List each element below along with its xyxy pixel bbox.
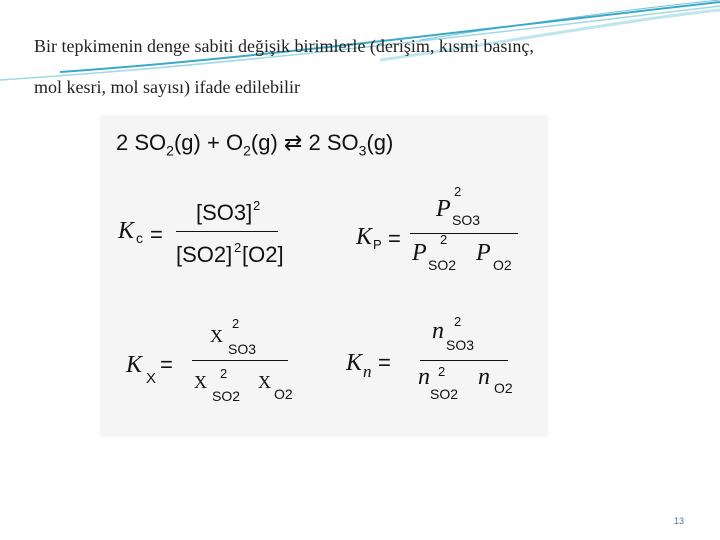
so3-subscript: 3 bbox=[358, 142, 367, 159]
o2-state: (g) bbox=[250, 130, 278, 155]
kx-symbol: K bbox=[126, 352, 143, 378]
so2-state: (g) bbox=[173, 130, 201, 155]
product-coefficient: 2 bbox=[308, 130, 321, 155]
equilibrium-arrow-icon: ⇄ bbox=[283, 130, 303, 155]
kp-denominator-var2: P bbox=[476, 240, 491, 266]
body-text-line-1: Bir tepkimenin denge sabiti değişik birimlerle (derişim, kısmi basınç, bbox=[34, 36, 534, 56]
kn-numerator-var: n bbox=[432, 318, 444, 344]
reaction-equation bbox=[116, 130, 393, 158]
kp-equals: = bbox=[388, 226, 401, 251]
o2-subscript: 2 bbox=[243, 142, 251, 159]
kc-numerator: [SO3] bbox=[196, 200, 253, 225]
kp-subscript: P bbox=[373, 237, 382, 252]
so3-species: SO bbox=[326, 130, 359, 155]
kn-equals: = bbox=[378, 350, 391, 375]
kn-numerator-exponent: 2 bbox=[454, 314, 462, 329]
kx-numerator-var: X bbox=[210, 326, 223, 346]
kn-symbol: K bbox=[346, 350, 363, 376]
so3-state: (g) bbox=[366, 130, 394, 155]
kc-denominator-so2: [SO2] bbox=[176, 242, 233, 267]
kp-symbol: K bbox=[356, 224, 373, 250]
kn-numerator-subscript: SO3 bbox=[446, 337, 475, 353]
kx-fraction-bar bbox=[192, 360, 288, 361]
kc-symbol: K bbox=[118, 218, 135, 244]
body-text-line-2: mol kesri, mol sayısı) ifade edilebilir bbox=[34, 77, 300, 97]
slide-number: 13 bbox=[674, 516, 685, 526]
kn-subscript: n bbox=[363, 362, 372, 381]
kn-denominator-subscript2: O2 bbox=[494, 380, 513, 396]
o2-species: O bbox=[225, 130, 244, 155]
kx-denominator-subscript1: SO2 bbox=[212, 388, 241, 404]
kc-subscript: c bbox=[136, 230, 143, 246]
kp-denominator-exponent: 2 bbox=[440, 232, 448, 247]
kx-denominator-var1: X bbox=[194, 372, 207, 392]
kc-numerator-exponent: 2 bbox=[253, 198, 261, 213]
kn-denominator-exponent: 2 bbox=[438, 364, 446, 379]
kp-denominator-subscript2: O2 bbox=[493, 257, 512, 273]
kc-fraction-bar bbox=[176, 231, 278, 232]
kp-numerator-exponent: 2 bbox=[454, 184, 462, 199]
kx-equals: = bbox=[160, 352, 173, 377]
so2-subscript: 2 bbox=[166, 142, 174, 159]
kx-numerator-subscript: SO3 bbox=[228, 341, 257, 357]
kp-denominator-var1: P bbox=[412, 240, 427, 266]
kn-denominator-subscript1: SO2 bbox=[430, 386, 459, 402]
kx-numerator-exponent: 2 bbox=[232, 316, 240, 331]
kx-denominator-exponent: 2 bbox=[220, 366, 228, 381]
kx-subscript: X bbox=[146, 370, 157, 387]
kn-denominator-var2: n bbox=[478, 364, 490, 390]
kn-denominator-var1: n bbox=[418, 364, 430, 390]
reactant-coefficient: 2 bbox=[116, 130, 129, 155]
plus-sign: + bbox=[206, 130, 220, 155]
kn-fraction-bar bbox=[420, 360, 508, 361]
kx-denominator-var2: X bbox=[258, 372, 271, 392]
kp-numerator-var: P bbox=[436, 196, 451, 222]
kp-numerator-subscript: SO3 bbox=[452, 212, 481, 228]
kx-denominator-subscript2: O2 bbox=[274, 386, 293, 402]
kc-denominator-o2: [O2] bbox=[242, 242, 284, 267]
kp-fraction-bar bbox=[410, 233, 518, 234]
kc-equals: = bbox=[150, 222, 163, 247]
so2-species: SO bbox=[134, 130, 167, 155]
kc-denominator-exponent: 2 bbox=[234, 240, 242, 255]
kp-denominator-subscript1: SO2 bbox=[428, 257, 457, 273]
